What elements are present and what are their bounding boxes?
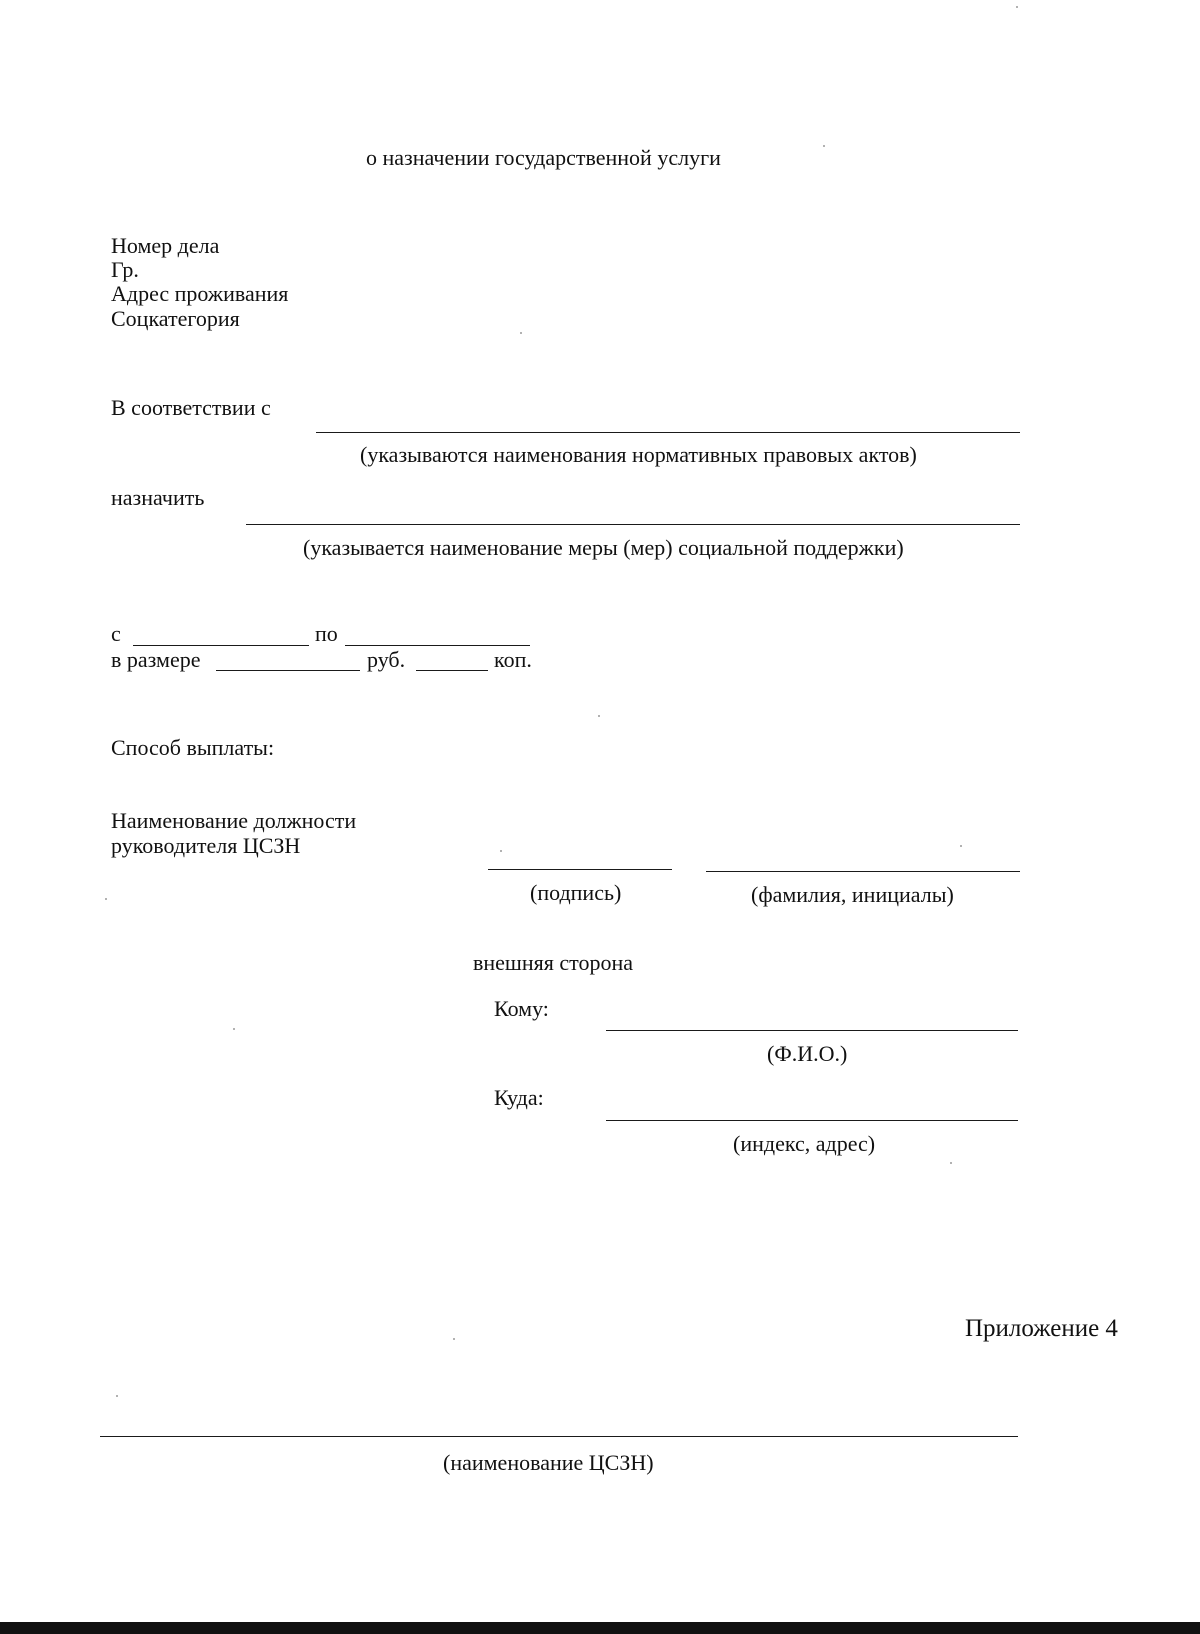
name-line <box>706 871 1020 872</box>
scan-speck <box>960 845 962 847</box>
scan-speck <box>105 898 107 900</box>
scan-speck <box>520 332 522 334</box>
name-caption: (фамилия, инициалы) <box>751 882 954 907</box>
rub-label: руб. <box>367 647 406 672</box>
amount-kop-line <box>416 670 488 671</box>
scan-speck <box>233 1028 235 1030</box>
scan-speck <box>950 1162 952 1164</box>
scan-speck <box>823 145 825 147</box>
org-name-line <box>100 1436 1018 1437</box>
appendix-label: Приложение 4 <box>965 1315 1118 1342</box>
payment-method-label: Способ выплаты: <box>111 735 275 760</box>
assign-field-line <box>246 524 1020 525</box>
signature-line <box>488 869 672 870</box>
scan-speck <box>500 850 502 852</box>
envelope-where-line <box>606 1120 1018 1121</box>
amount-rub-line <box>216 670 360 671</box>
assign-label: назначить <box>111 485 205 510</box>
basis-label: В соответствии с <box>111 395 271 420</box>
head-position-line1: Наименование должности <box>111 808 357 833</box>
head-position-line2: руководителя ЦСЗН <box>111 833 301 858</box>
period-to-label: по <box>315 621 338 646</box>
envelope-to-label: Кому: <box>494 996 549 1021</box>
org-name-caption: (наименование ЦСЗН) <box>443 1450 654 1475</box>
basis-field-line <box>316 432 1020 433</box>
amount-label: в размере <box>111 647 201 672</box>
envelope-where-caption: (индекс, адрес) <box>733 1131 876 1156</box>
scan-speck <box>116 1395 118 1397</box>
envelope-to-caption: (Ф.И.О.) <box>767 1041 848 1066</box>
case-number-label: Номер дела <box>111 233 220 258</box>
document-subtitle: о назначении государственной услуги <box>366 145 721 170</box>
citizen-label: Гр. <box>111 257 139 282</box>
scan-speck <box>453 1338 455 1340</box>
basis-caption: (указываются наименования нормативных правовых актов) <box>360 442 917 467</box>
period-from-label: с <box>111 621 121 646</box>
period-to-line <box>345 645 530 646</box>
envelope-title: внешняя сторона <box>473 950 634 975</box>
signature-caption: (подпись) <box>530 880 622 905</box>
period-from-line <box>133 645 309 646</box>
social-category-label: Соцкатегория <box>111 306 240 331</box>
envelope-to-line <box>606 1030 1018 1031</box>
scan-speck <box>598 715 600 717</box>
address-label: Адрес проживания <box>111 281 289 306</box>
assign-caption: (указывается наименование меры (мер) социальной поддержки) <box>303 535 904 560</box>
scan-edge-bar <box>0 1622 1200 1634</box>
envelope-where-label: Куда: <box>494 1085 544 1110</box>
kop-label: коп. <box>494 647 532 672</box>
scan-speck <box>1016 6 1018 8</box>
